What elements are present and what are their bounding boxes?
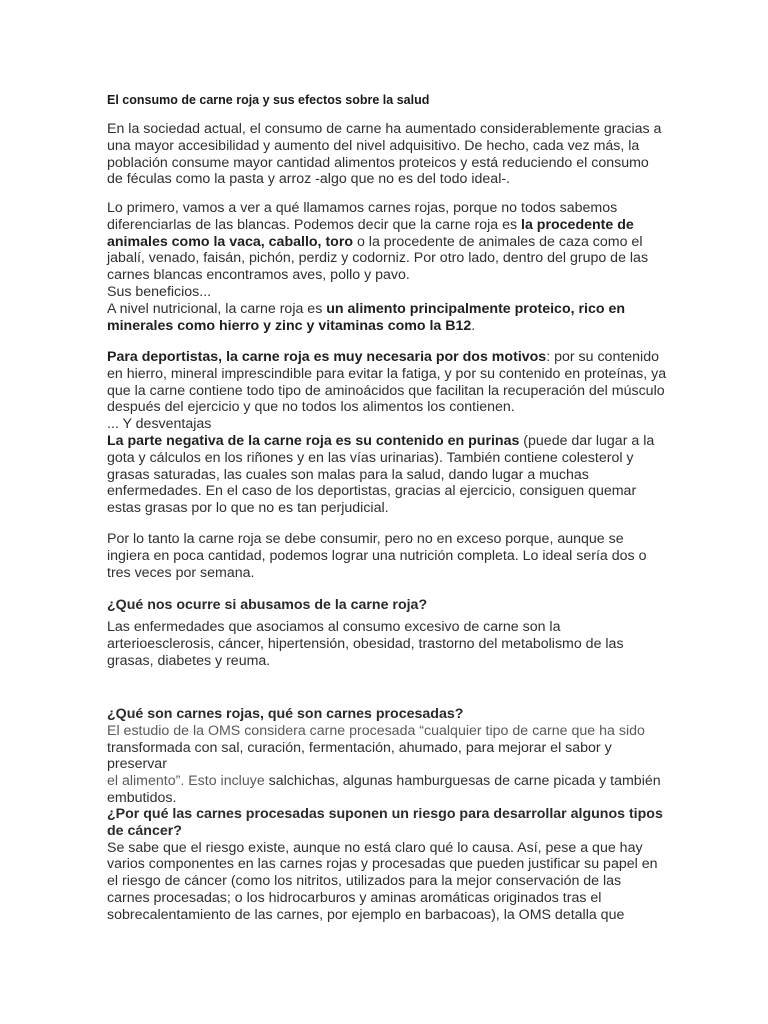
- diseases-text: Las enfermedades que asociamos al consumo excesivo de carne son la arterioesclerosis, cáncer, hipertensión, obesidad, trastorno del metabolismo de las grasas, diabetes y reuma.: [107, 619, 624, 669]
- section-cancer-risk: [107, 806, 667, 924]
- processed-text-a: El estudio de la OMS considera carne procesada “cualquier tipo de carne que ha sido: [107, 722, 645, 739]
- benefits-heading: Sus beneficios...: [107, 283, 212, 300]
- definition-bold: la procedente de animales como la vaca, caballo, toro: [107, 216, 634, 250]
- definition-text: [107, 200, 667, 284]
- definition-text-a: Lo primero, vamos a ver a qué llamamos carnes rojas, porque no todos sabemos diferenciarlas de las blancas. Podemos decir que la carne roja es: [107, 200, 618, 233]
- conclusion-text: Por lo tanto la carne roja se debe consumir, pero no en exceso porque, aunque se ingiera en poca cantidad, podemos lograr una nutrición completa. Lo ideal sería dos o tres veces por semana.: [107, 531, 647, 581]
- paragraph-definition: [107, 200, 667, 334]
- drawbacks-text-e: (puede dar lugar a la gota y cálculos en los riñones y en las vías urinarias). También contiene colesterol y grasas saturadas, las cuales son malas para la salud, dando lugar a muchas enfermedades. En el caso de los deportistas, gracias al ejercicio, consiguen quemar estas grasas por lo que no es tan perjudicial.: [107, 432, 655, 517]
- processed-text-c: el alimento”. Esto incluye: [107, 773, 265, 790]
- athletes-text-b: : por su contenido en hierro, mineral imprescindible para evitar la fatiga, y por su contenido en proteínas, ya que la carne contiene todo tipo de aminoácidos que facilitan la recuperación del músculo después del ejercicio y que no todos los alimentos los contienen.: [107, 349, 667, 416]
- section-heading-processed: ¿Qué son carnes rojas, qué son carnes procesadas?: [107, 706, 464, 722]
- drawbacks-bold: La parte negativa de la carne roja es su contenido en purinas: [107, 432, 520, 449]
- drawbacks-text: [107, 433, 667, 517]
- definition-text-c: o la procedente de animales de caza como el jabalí, venado, faisán, pichón, perdiz y codorniz. Por otro lado, dentro del grupo de las carnes blancas encontramos aves, pollo y pavo.: [107, 233, 649, 284]
- section-heading-abuse: ¿Qué nos ocurre si abusamos de la carne roja?: [107, 597, 428, 613]
- section-abuse: [107, 597, 667, 614]
- drawbacks-heading: ... Y desventajas: [107, 416, 212, 433]
- paragraph-athletes: [107, 349, 667, 517]
- athletes-bold: Para deportistas, la carne roja es muy necesaria por dos motivos: [107, 349, 547, 365]
- paragraph-diseases: [107, 619, 667, 669]
- processed-text-d: salchichas, algunas hamburguesas de carne picada y también embutidos.: [107, 773, 661, 806]
- intro-text: En la sociedad actual, el consumo de carne ha aumentado considerablemente gracias a una mayor accesibilidad y aumento del nivel adquisitivo. De hecho, cada vez más, la población consume mayor cantidad alimentos proteicos y está reduciendo el consumo de féculas como la pasta y arroz -algo que no es del todo ideal-.: [107, 121, 662, 188]
- document-title: El consumo de carne roja y sus efectos sobre la salud: [107, 93, 430, 107]
- nutrition-bold: un alimento principalmente proteico, rico en minerales como hierro y zinc y vitaminas como la B12: [107, 300, 626, 334]
- section-processed: [107, 706, 667, 807]
- cancer-risk-text: Se sabe que el riesgo existe, aunque no está claro qué lo causa. Así, pese a que hay varios componentes en las carnes rojas y procesadas que pueden justificar su papel en el riesgo de cáncer (como los nitritos, utilizados para la mejor conservación de las carnes procesadas; o los hidrocarburos y aminas aromáticas originados tras el sobrecalentamiento de las carnes, por ejemplo en barbacoas), la OMS detalla que: [107, 839, 658, 923]
- section-heading-cancer: ¿Por qué las carnes procesadas suponen un riesgo para desarrollar algunos tipos de cáncer?: [107, 806, 663, 839]
- nutrition-text-a: A nivel nutricional, la carne roja es: [107, 300, 327, 317]
- nutrition-text-end: .: [471, 317, 476, 334]
- nutrition-text: [107, 301, 667, 335]
- intro-paragraph: [107, 121, 667, 188]
- processed-text: [107, 723, 667, 807]
- athletes-text: [107, 349, 667, 416]
- paragraph-conclusion: [107, 531, 667, 581]
- processed-text-b: transformada con sal, curación, fermentación, ahumado, para mejorar el sabor y preservar: [107, 739, 612, 773]
